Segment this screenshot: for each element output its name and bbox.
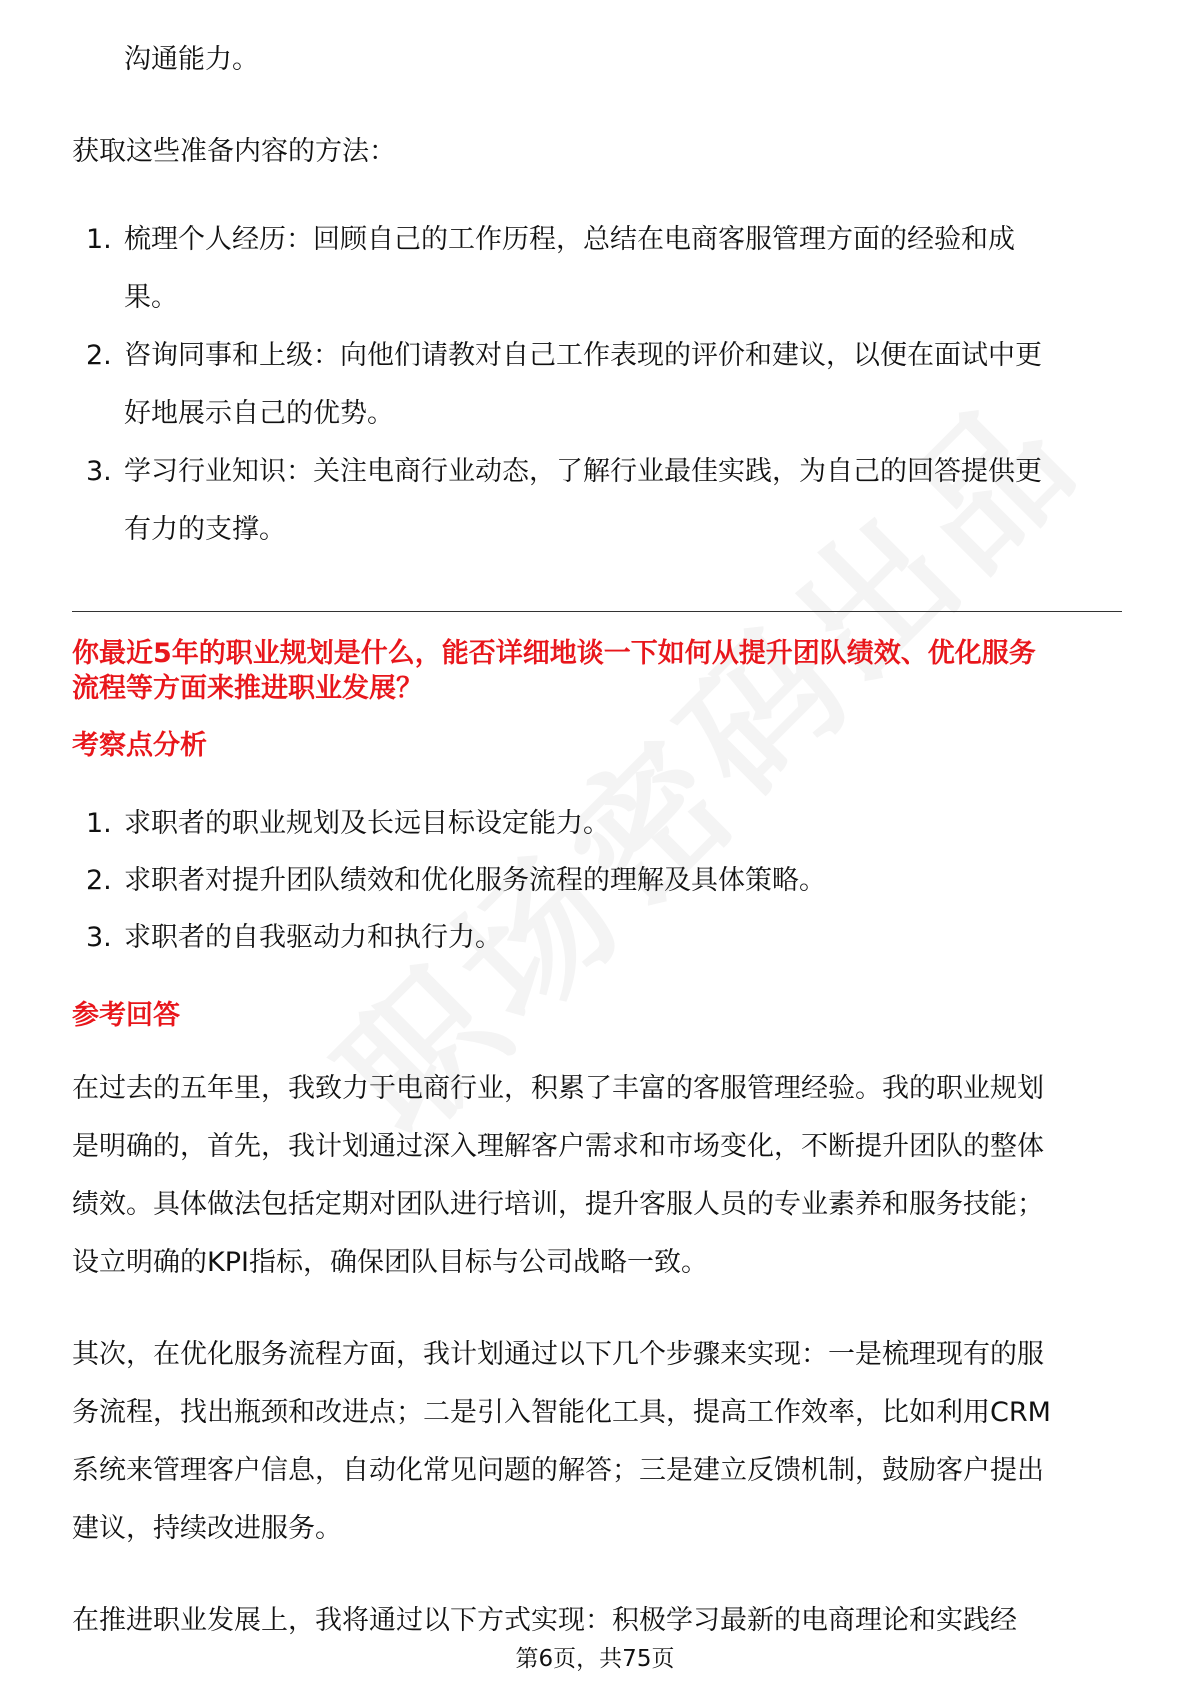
top-continuation: 沟通能力。 [124,44,259,75]
analysis-3-number: 3. [86,922,112,953]
answer-p1-line-4: 设立明确的KPI指标，确保团队目标与公司战略一致。 [72,1247,708,1278]
analysis-heading: 考察点分析 [72,730,207,761]
method-2-line-2: 好地展示自己的优势。 [124,398,394,429]
method-3-line-2: 有力的支撑。 [124,514,286,545]
question-line-1: 你最近5年的职业规划是什么，能否详细地谈一下如何从提升团队绩效、优化服务 [72,638,1036,669]
question-line-2: 流程等方面来推进职业发展？ [72,673,423,704]
section-divider [72,611,1122,612]
answer-p2-line-1: 其次，在优化服务流程方面，我计划通过以下几个步骤来实现：一是梳理现有的服 [72,1339,1044,1370]
answer-p2-line-2: 务流程，找出瓶颈和改进点；二是引入智能化工具，提高工作效率，比如利用CRM [72,1397,1051,1428]
answer-p1-line-1: 在过去的五年里，我致力于电商行业，积累了丰富的客服管理经验。我的职业规划 [72,1073,1044,1104]
analysis-2-number: 2. [86,865,112,896]
method-1-number: 1. [86,224,112,255]
answer-p1-line-2: 是明确的，首先，我计划通过深入理解客户需求和市场变化，不断提升团队的整体 [72,1131,1044,1162]
method-1-line-2: 果。 [124,282,178,313]
method-2-number: 2. [86,340,112,371]
method-3-number: 3. [86,456,112,487]
answer-p2-line-3: 系统来管理客户信息，自动化常见问题的解答；三是建立反馈机制，鼓励客户提出 [72,1455,1044,1486]
analysis-1-number: 1. [86,808,112,839]
answer-p2-line-4: 建议，持续改进服务。 [72,1513,342,1544]
answer-heading: 参考回答 [72,1000,180,1031]
method-2-line-1: 咨询同事和上级：向他们请教对自己工作表现的评价和建议，以便在面试中更 [124,340,1042,371]
answer-p1-line-3: 绩效。具体做法包括定期对团队进行培训，提升客服人员的专业素养和服务技能； [72,1189,1044,1220]
analysis-3-text: 求职者的自我驱动力和执行力。 [124,922,502,953]
method-1-line-1: 梳理个人经历：回顾自己的工作历程，总结在电商客服管理方面的经验和成 [124,224,1015,255]
analysis-2-text: 求职者对提升团队绩效和优化服务流程的理解及具体策略。 [124,865,826,896]
page-footer: 第6页，共75页 [515,1646,675,1672]
analysis-1-text: 求职者的职业规划及长远目标设定能力。 [124,808,610,839]
method-3-line-1: 学习行业知识：关注电商行业动态，了解行业最佳实践，为自己的回答提供更 [124,456,1042,487]
methods-intro: 获取这些准备内容的方法： [72,136,396,167]
answer-p3-line-1: 在推进职业发展上，我将通过以下方式实现：积极学习最新的电商理论和实践经 [72,1605,1017,1636]
watermark [250,420,1010,1180]
